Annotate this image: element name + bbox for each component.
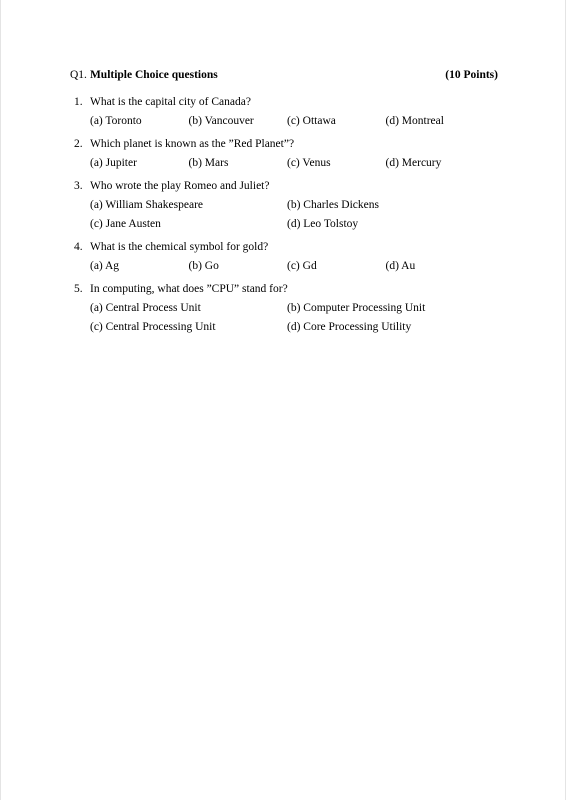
options-row [90, 301, 500, 315]
section-points: (10 Points) [445, 69, 498, 81]
answer-options [70, 156, 500, 170]
option-c: (c) Gd [287, 260, 317, 272]
question-number: 3. [74, 180, 83, 192]
option-b: (b) Vancouver [188, 115, 254, 127]
question-line [70, 240, 500, 254]
question-number: 5. [74, 283, 83, 295]
question-section [70, 68, 500, 343]
question-line [70, 282, 500, 296]
section-title: Multiple Choice questions [89, 69, 218, 81]
question-text: In computing, what does ”CPU” stand for? [90, 283, 288, 295]
options-row [90, 198, 500, 212]
question-4 [70, 240, 500, 273]
option-d: (d) Core Processing Utility [287, 321, 412, 333]
option-b: (b) Mars [188, 157, 229, 169]
answer-options [70, 198, 500, 231]
question-2 [70, 137, 500, 170]
option-a: (a) Central Process Unit [90, 302, 201, 314]
option-d: (d) Mercury [385, 157, 442, 169]
question-5 [70, 282, 500, 334]
question-text: Which planet is known as the ”Red Planet”? [90, 138, 295, 150]
option-c: (c) Venus [287, 157, 331, 169]
option-b: (b) Charles Dickens [287, 199, 379, 211]
question-text: Who wrote the play Romeo and Juliet? [90, 180, 270, 192]
question-text: What is the capital city of Canada? [90, 96, 251, 108]
question-3 [70, 179, 500, 231]
section-number: Q1. [70, 69, 87, 81]
option-d: (d) Au [385, 260, 416, 272]
option-d: (d) Montreal [385, 115, 444, 127]
question-line [70, 179, 500, 193]
answer-options [70, 259, 500, 273]
answer-options [70, 114, 500, 128]
option-d: (d) Leo Tolstoy [287, 218, 359, 230]
option-a: (a) William Shakespeare [90, 199, 204, 211]
options-row [90, 217, 500, 231]
option-a: (a) Jupiter [90, 157, 137, 169]
answer-options [70, 301, 500, 334]
option-c: (c) Jane Austen [90, 218, 161, 230]
question-1 [70, 95, 500, 128]
question-line [70, 95, 500, 109]
question-number: 4. [74, 241, 83, 253]
options-row [90, 320, 500, 334]
option-b: (b) Go [188, 260, 219, 272]
question-number: 1. [74, 96, 83, 108]
option-a: (a) Toronto [90, 115, 142, 127]
question-number: 2. [74, 138, 83, 150]
question-line [70, 137, 500, 151]
question-text: What is the chemical symbol for gold? [90, 241, 269, 253]
section-heading [70, 68, 500, 82]
option-b: (b) Computer Processing Unit [287, 302, 426, 314]
option-c: (c) Ottawa [287, 115, 336, 127]
option-a: (a) Ag [90, 260, 120, 272]
option-c: (c) Central Processing Unit [90, 321, 216, 333]
